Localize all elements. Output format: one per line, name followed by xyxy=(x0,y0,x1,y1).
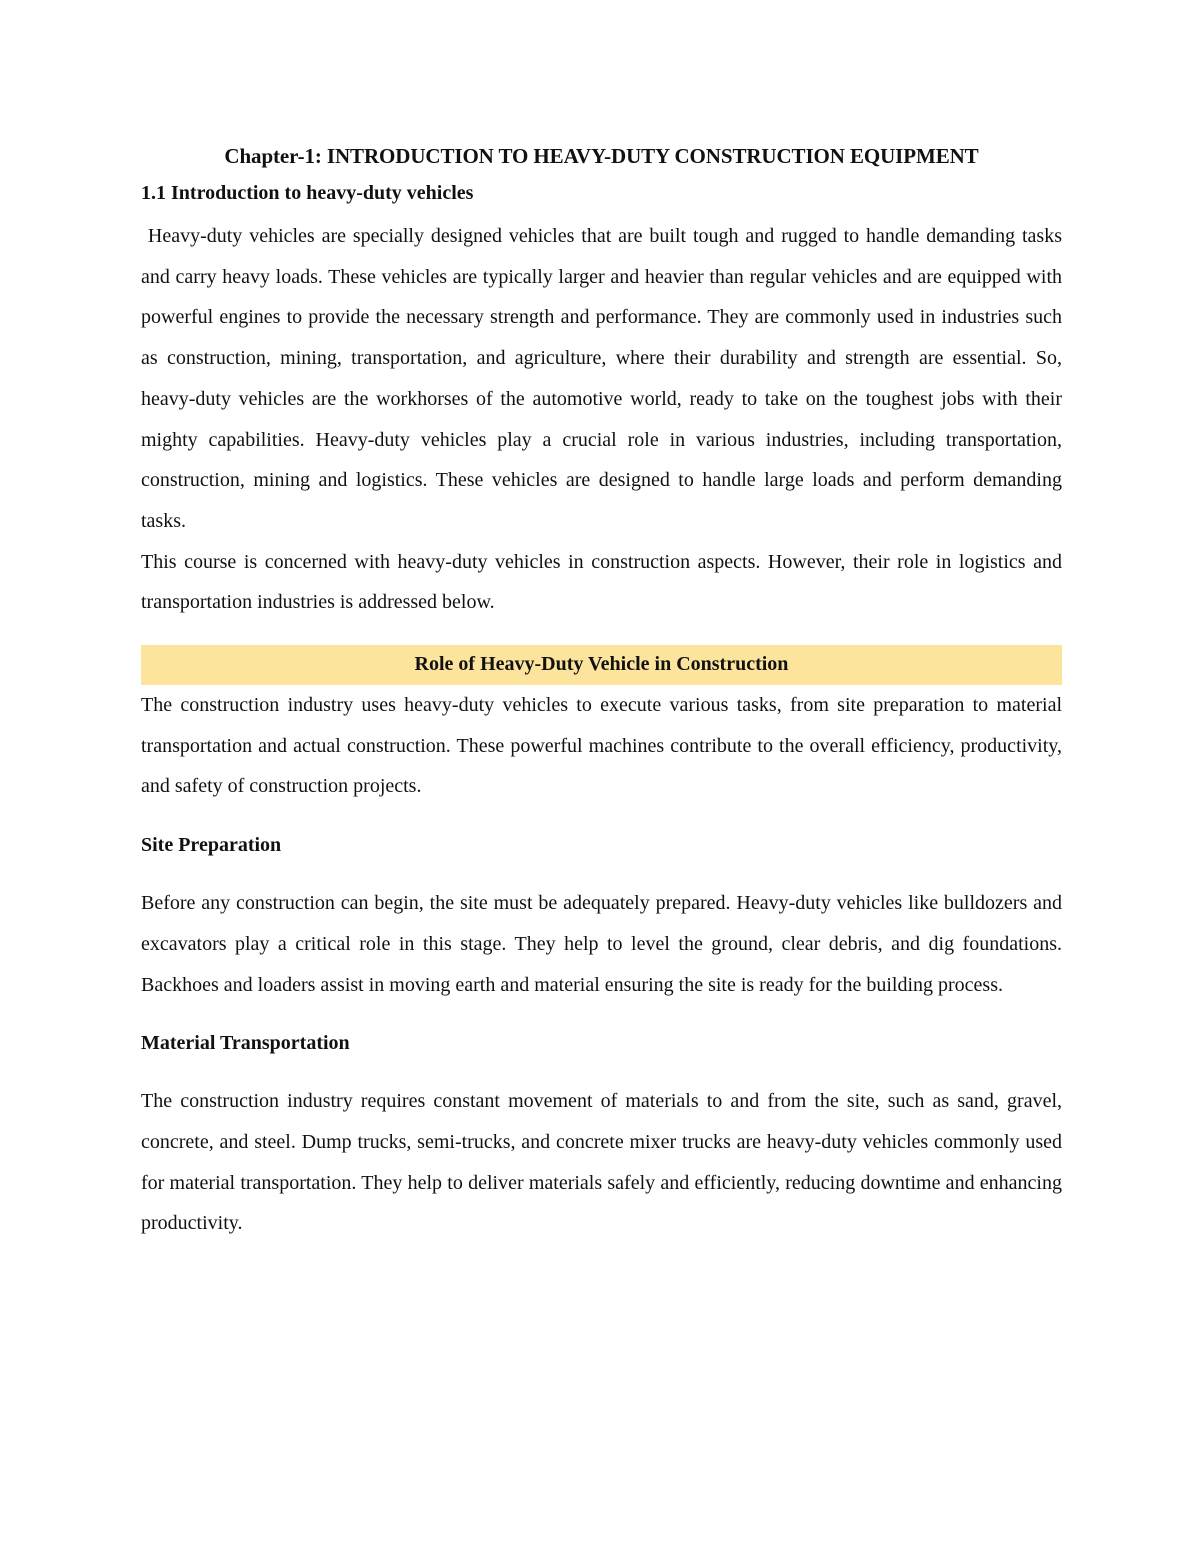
chapter-title: Chapter-1: INTRODUCTION TO HEAVY-DUTY CONSTRUCTION EQUIPMENT xyxy=(224,144,979,168)
role-callout-heading: Role of Heavy-Duty Vehicle in Construction xyxy=(141,645,1062,685)
material-transportation-paragraph: The construction industry requires constant movement of materials to and from the site, such as sand, gravel, concrete, and steel. Dump trucks, semi-trucks, and concrete mixer trucks are heavy-duty vehicles commonly used for material transportation. They help to deliver materials safely and efficiently, reducing downtime and enhancing productivity. xyxy=(141,1090,1062,1235)
document-page xyxy=(141,138,1068,1244)
section-heading-intro: 1.1 Introduction to heavy-duty vehicles xyxy=(141,182,474,204)
intro-paragraph: Heavy-duty vehicles are specially designed vehicles that are built tough and rugged to handle demanding tasks and carry heavy loads. These vehicles are typically larger and heavier than regular vehicles and are equipped with powerful engines to provide the necessary strength and performance. They are commonly used in industries such as construction, mining, transportation, and agriculture, where their durability and strength are essential. So, heavy-duty vehicles are the workhorses of the automotive world, ready to take on the toughest jobs with their mighty capabilities. Heavy-duty vehicles play a crucial role in various industries, including transportation, construction, mining and logistics. These vehicles are designed to handle large loads and perform demanding tasks. xyxy=(141,225,1068,532)
site-preparation-heading: Site Preparation xyxy=(141,834,282,857)
course-scope-paragraph: This course is concerned with heavy-duty vehicles in construction aspects. However, their role in logistics and transportation industries is addressed below. xyxy=(141,550,1062,614)
site-preparation-paragraph: Before any construction can begin, the site must be adequately prepared. Heavy-duty vehicles like bulldozers and excavators play a critical role in this stage. They help to level the ground, clear debris, and dig foundations. Backhoes and loaders assist in moving earth and material ensuring the site is ready for the building process. xyxy=(141,892,1062,996)
material-transportation-heading: Material Transportation xyxy=(141,1032,350,1055)
role-intro-paragraph: The construction industry uses heavy-duty vehicles to execute various tasks, from site preparation to material transportation and actual construction. These powerful machines contribute to the overall efficiency, productivity, and safety of construction projects. xyxy=(141,694,1062,798)
